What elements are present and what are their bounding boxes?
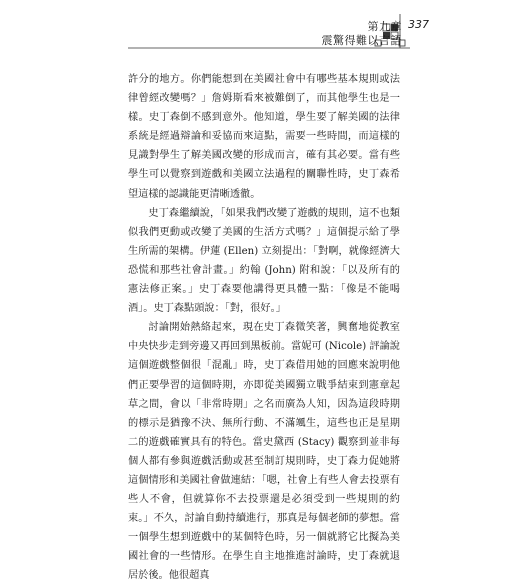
- page-header: [0, 0, 520, 55]
- running-head: [322, 20, 403, 48]
- paragraph-3: 討論開始熱絡起來，現在史丁森微笑著，興奮地從教室中央快步走到旁邊又再回到黑板前。當妮可 (Nicole) 評論說這個遊戲整個很「混亂」時，史丁森借用她的回應來說明他們正要學習的這個時期，亦即從美國獨立戰爭結束到憲章起草之間，會以「非常時期」之名而廣為人知，因為這段時期的標示是猶豫不決、無所行動、不滿颯生，這些也正是星期二的遊戲確實具有的特色。當史黛西 (Stacy) 觀察到並非每個人都有參與遊戲活動或甚至制訂規則時，史丁森力促她將這個情形和美國社會做連結：「嗯，社會上有些人會去投票有些人不會，但就算你不去投票還是必須受到一些規則的約束。」不久，討論自動持續進行，那真是每個老師的夢想。當一個學生想到遊戲中的某個特色時，另一個就將它比擬為美國社會的一些情形。在學生自主地推進討論時，史丁森就退居於後。他很超真: [128, 322, 400, 582]
- paragraph-1: 許分的地方。你們能想到在美國社會中有哪些基本規則或法律曾經改變嗎？」詹姆斯看來被難倒了，而其他學生也是一樣。史丁森倒不感到意外。他知道，學生要了解美國的法律系統是經過辯論和妥協而來這點，需要一些時間，而這樣的見識對學生了解美國改變的形成而言，確有其必要。當有些學生可以覺察到遊戲和美國立法過程的關聯性時，史丁森希望這樣的認識能更清晰透徹。: [128, 74, 400, 200]
- chapter-title: 震驚得難以言語: [321, 34, 402, 47]
- chapter-number: 第九章: [367, 20, 402, 33]
- page-number: 337: [408, 18, 429, 31]
- body-text: [128, 70, 400, 586]
- header-ornament-icon: [0, 0, 520, 55]
- paragraph-2: 史丁森繼續說，「如果我們改變了遊戲的規則，這不也類似我們更動或改變了美國的生活方式嗎？」這個提示給了學生所需的架構。伊蓮 (Ellen) 立刻提出：「對啊，就像經濟大恐慌和那些社會計畫。」約翰 (John) 附和說：「以及所有的憲法修正案。」史丁森要他講得更具體一點：「像是不能喝酒」。史丁森點頭說：「對，很好。」: [128, 207, 400, 315]
